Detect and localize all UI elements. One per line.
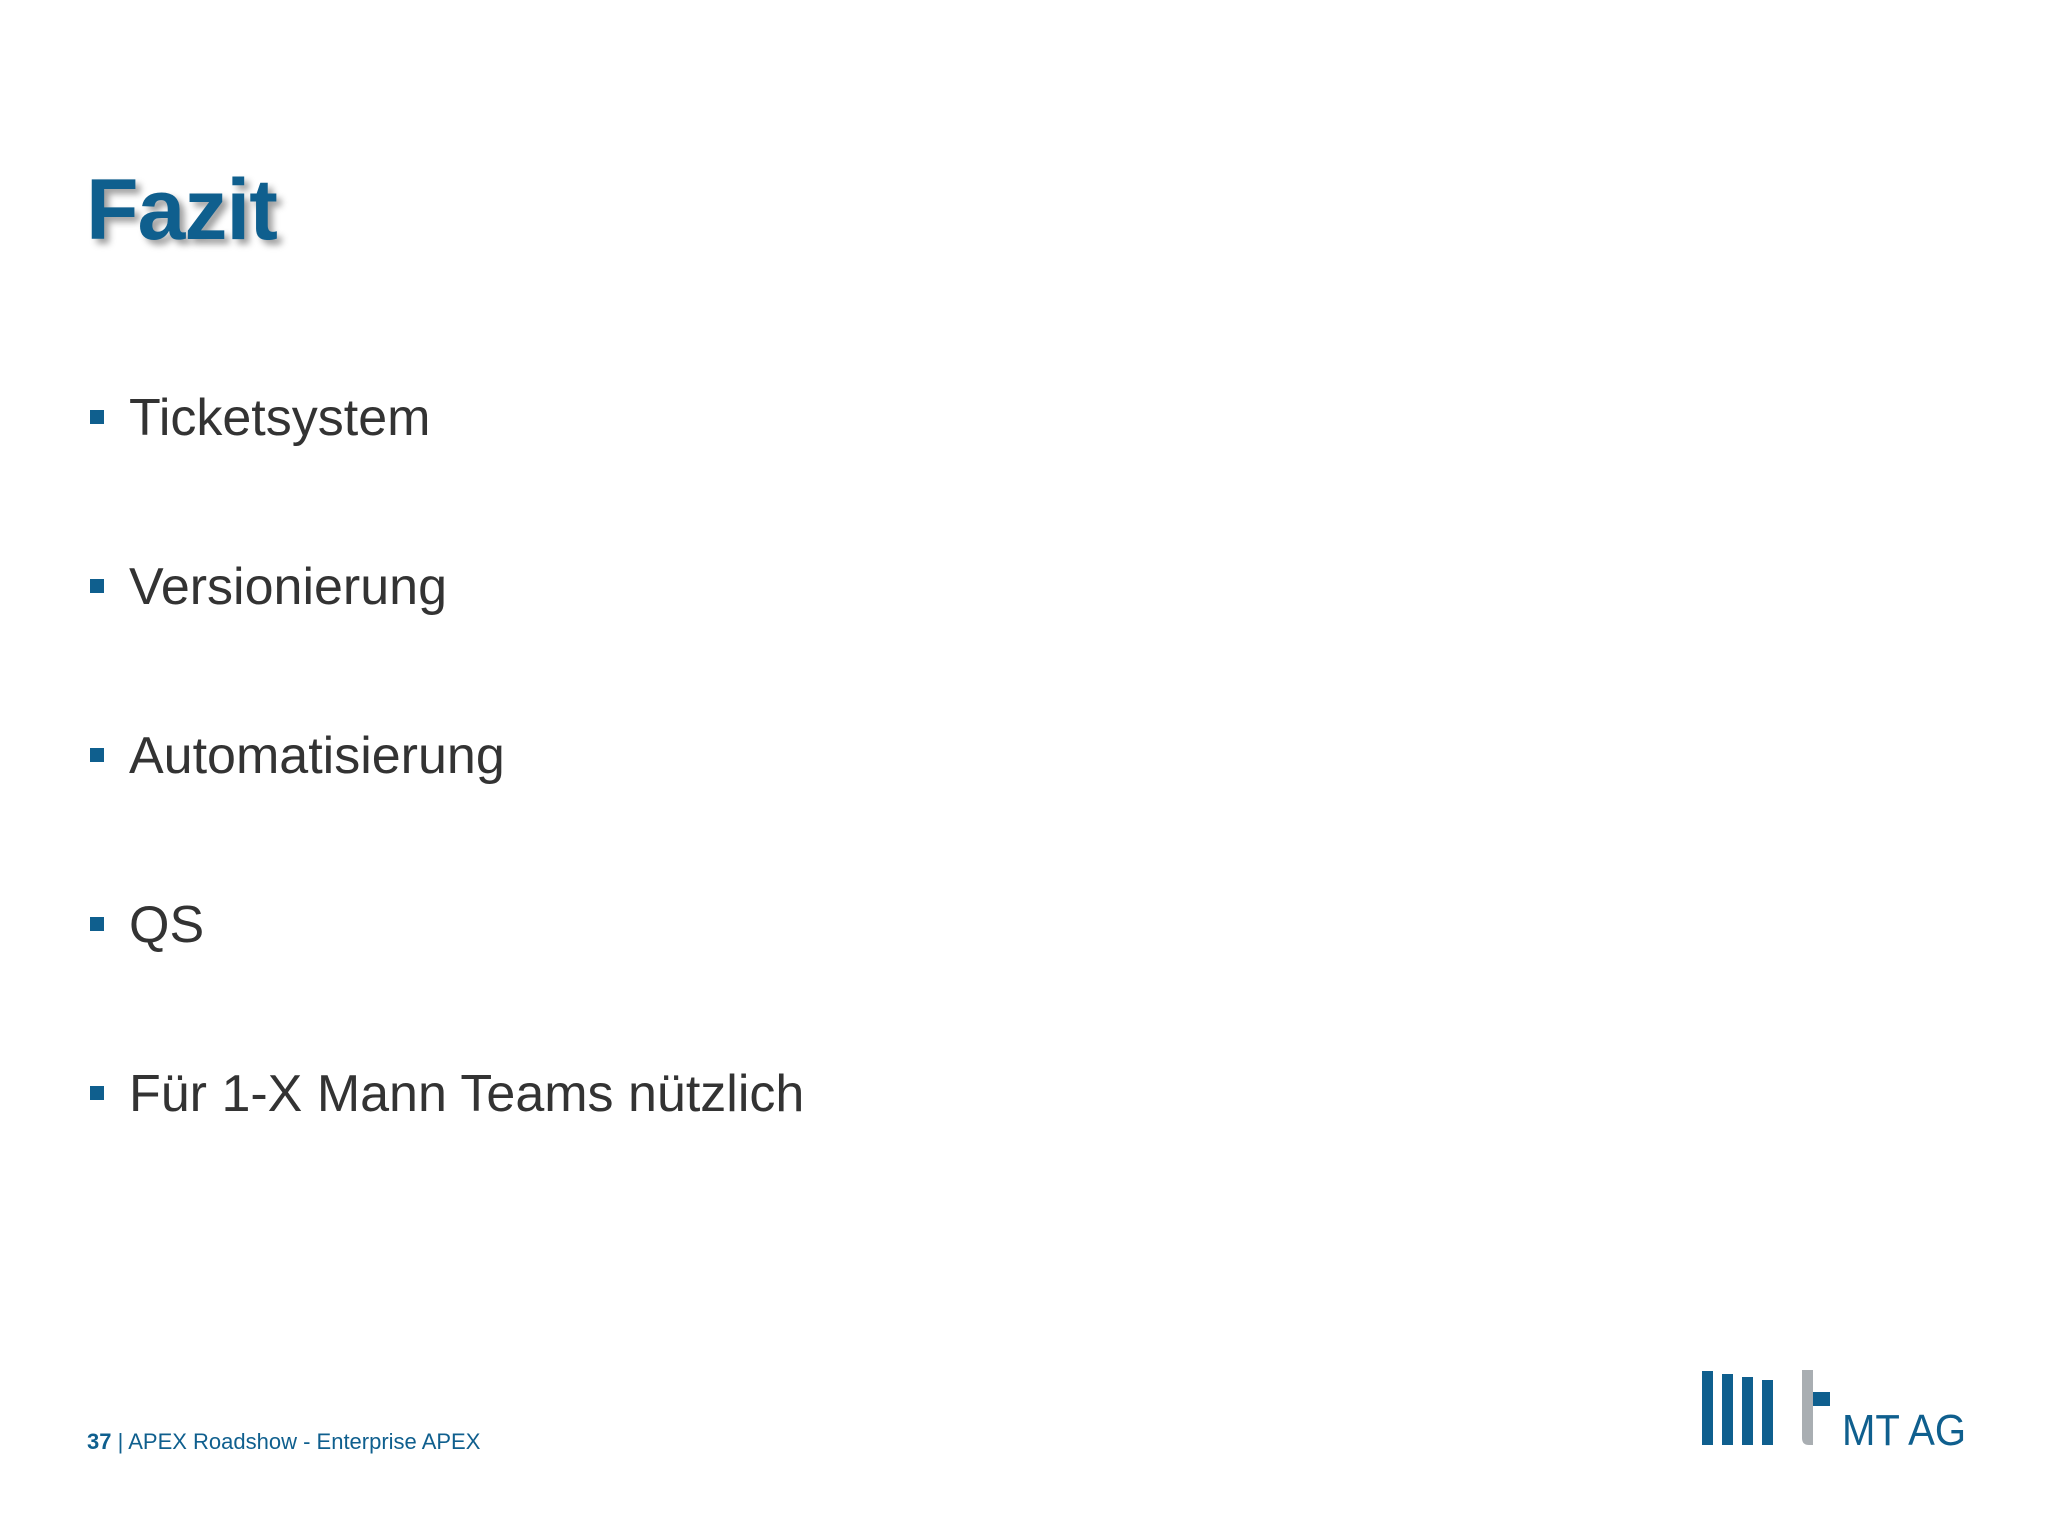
bullet-text: Ticketsystem <box>129 389 431 447</box>
slide-title: Fazit <box>86 162 277 258</box>
bullet-item <box>90 383 804 552</box>
square-bullet-icon <box>90 1086 104 1100</box>
footer-text: APEX Roadshow - Enterprise APEX <box>128 1429 481 1454</box>
bullet-item <box>90 721 804 890</box>
square-bullet-icon <box>90 917 104 931</box>
bullet-list <box>90 383 804 1228</box>
bullet-text: QS <box>129 896 205 954</box>
bullet-text: Für 1-X Mann Teams nützlich <box>129 1065 805 1123</box>
square-bullet-icon <box>90 410 104 424</box>
bullet-text: Automatisierung <box>129 727 505 785</box>
bullet-text: Versionierung <box>129 558 447 616</box>
bullet-item <box>90 890 804 1059</box>
mt-ag-logo-icon <box>1702 1370 1830 1445</box>
bullet-item <box>90 552 804 721</box>
bullet-item <box>90 1059 804 1228</box>
footer-separator: | <box>111 1429 129 1454</box>
logo-text: MT AG <box>1842 1406 1966 1448</box>
square-bullet-icon <box>90 748 104 762</box>
slide-footer <box>87 1428 480 1456</box>
page-number: 37 <box>87 1429 112 1454</box>
square-bullet-icon <box>90 579 104 593</box>
mt-ag-logo <box>1700 1368 1970 1448</box>
